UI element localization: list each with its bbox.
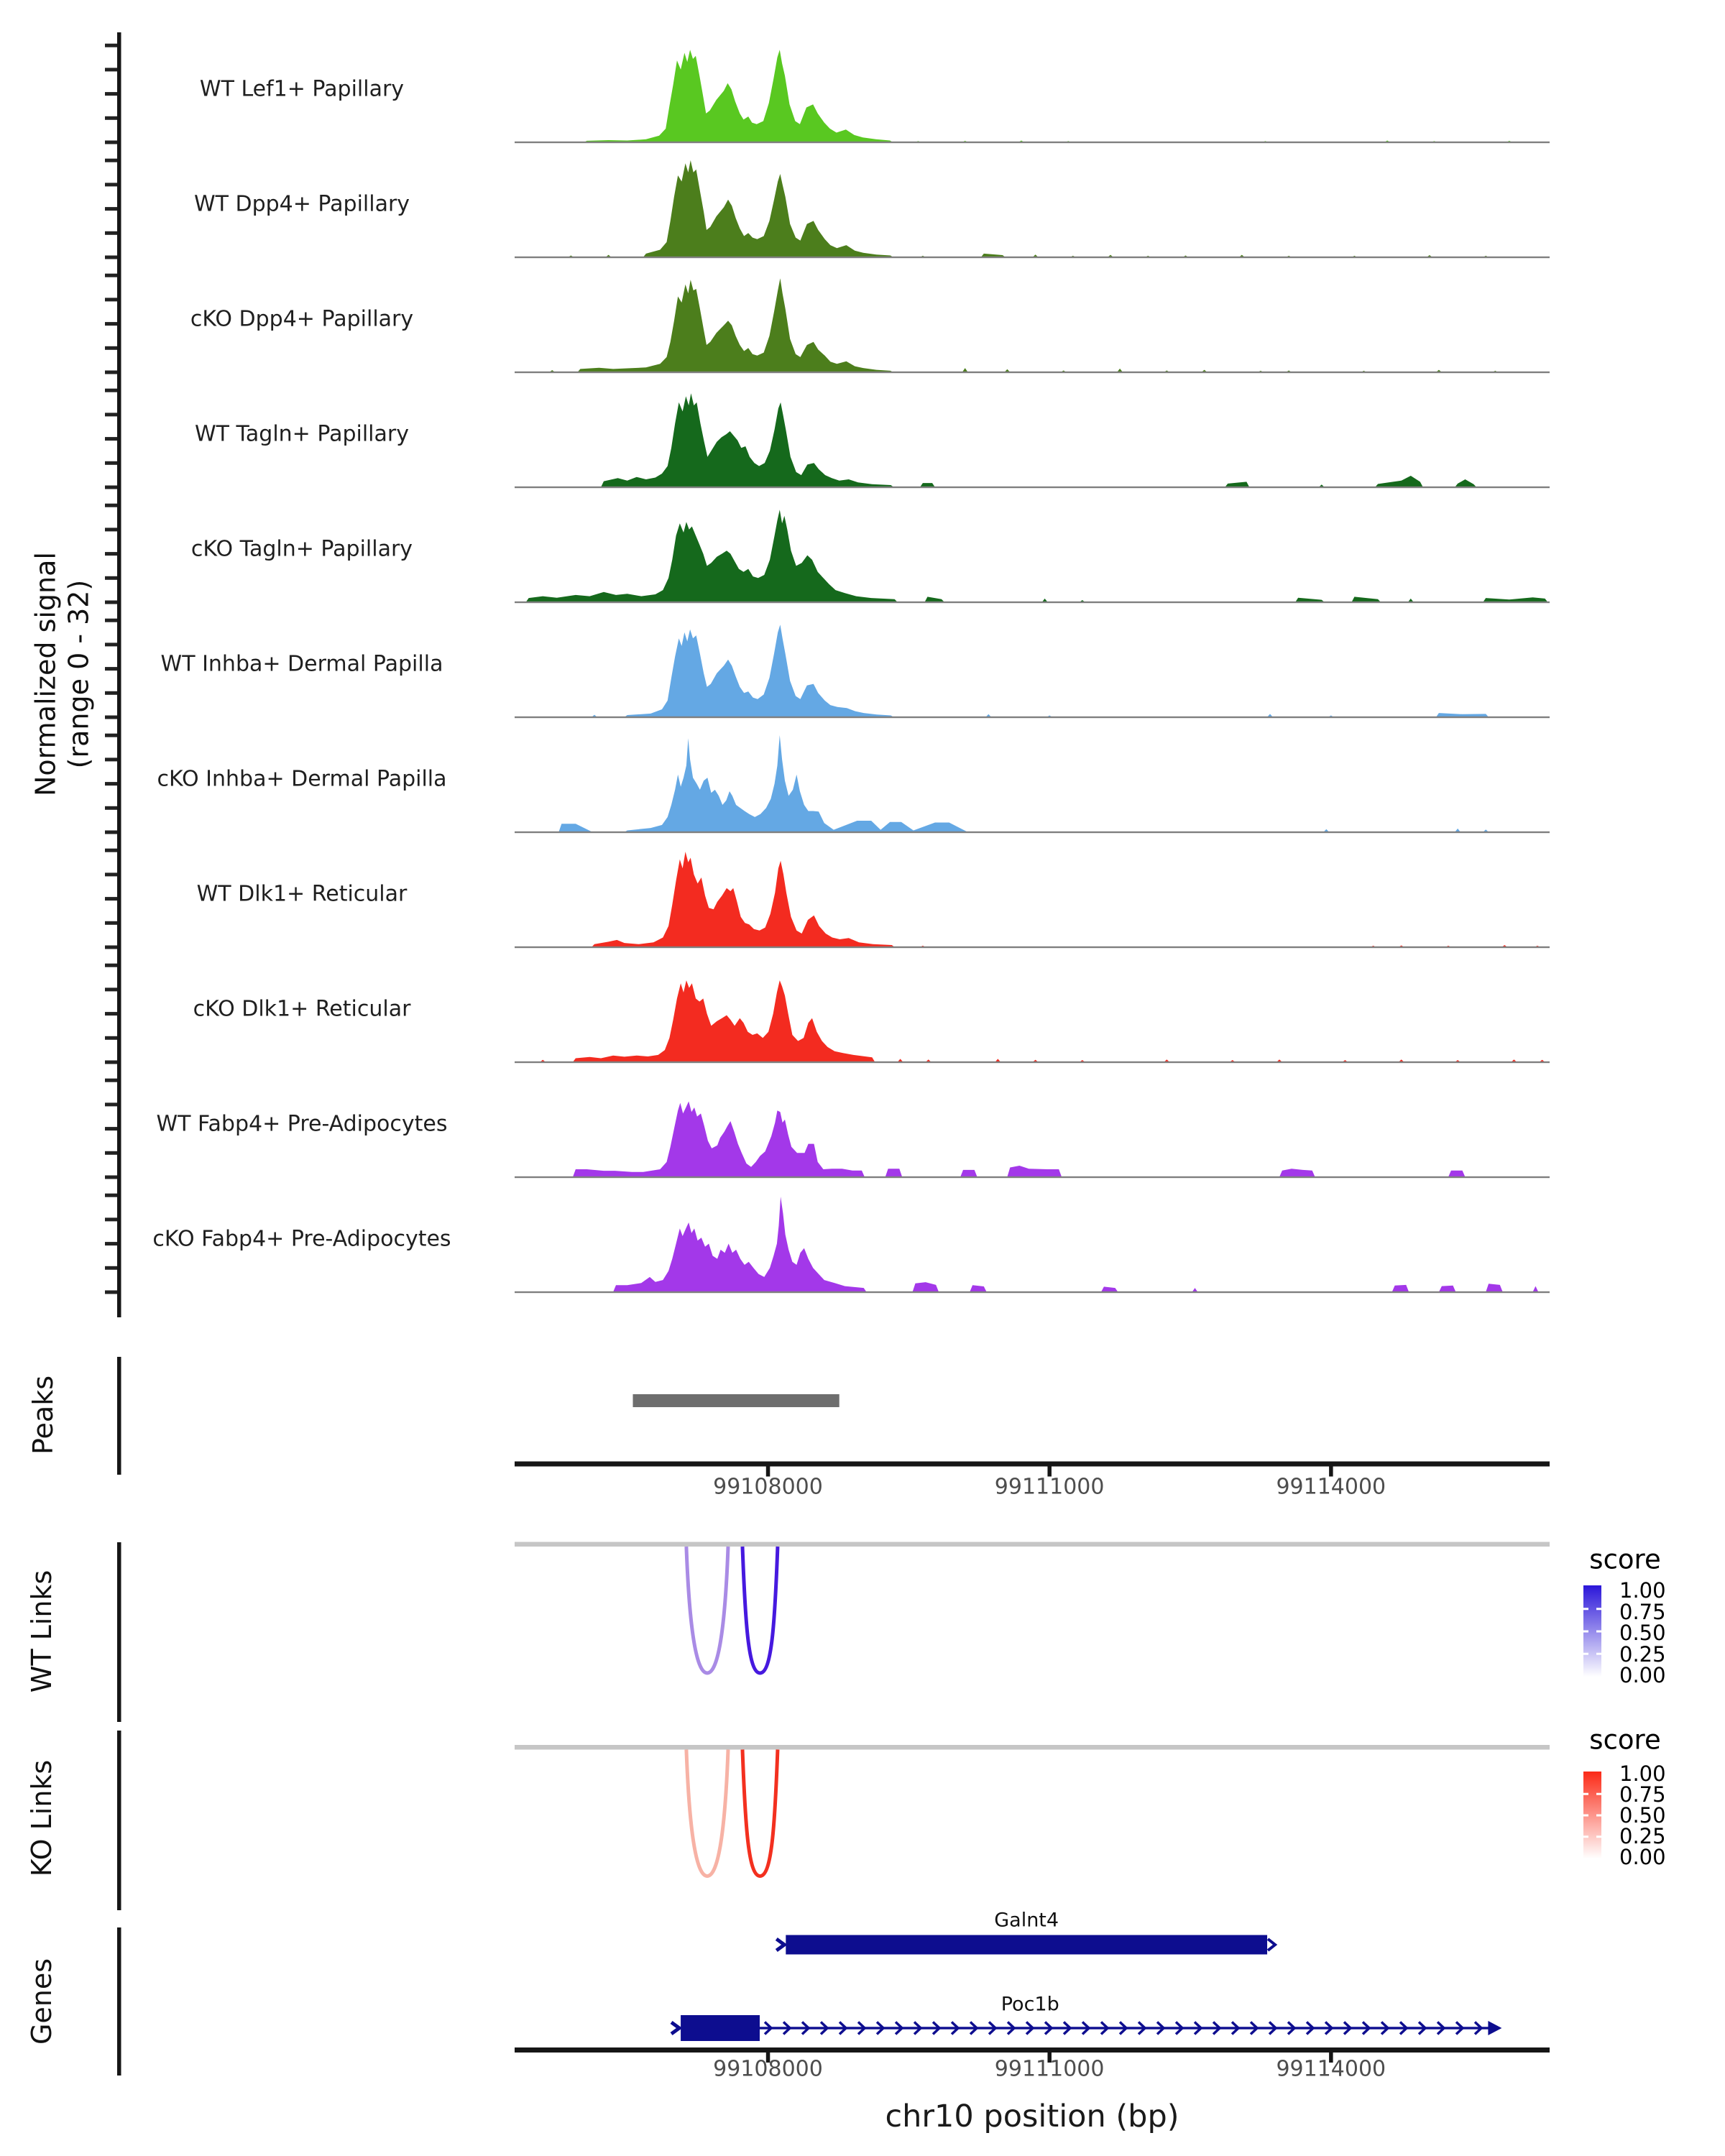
y-axis-tick [105,274,118,277]
x-axis-line [515,2047,1550,2053]
peak-bar [632,1394,839,1407]
y-axis-tick [105,987,118,991]
ko-links-section-label: KO Links [26,1759,58,1877]
legend-tick-mark [1583,1793,1588,1795]
legend-tick-mark [1583,1653,1588,1655]
y-axis-tick [105,389,118,392]
track-label: WT Fabp4+ Pre-Adipocytes [156,1111,448,1137]
legend-tick-mark [1596,1835,1601,1838]
y-axis-tick [105,504,118,507]
y-axis-tick [105,298,118,301]
legend-tick-mark [1583,1815,1588,1817]
coverage-baseline [515,1176,1550,1178]
track-label: cKO Dlk1+ Reticular [193,996,411,1022]
legend-tick-label: 1.00 [1619,1578,1666,1603]
gene-body [786,1935,1267,1955]
y-axis-tick [105,552,118,556]
y-axis-tick [105,346,118,350]
peaks-axis-line [117,1357,121,1475]
link-arc [686,1547,728,1673]
track-label: cKO Tagln+ Papillary [190,536,413,562]
legend-tick-mark [1596,1631,1601,1633]
genes-axis-line [117,1927,121,2076]
y-axis-label [29,552,96,796]
legend-tick-label: 0.75 [1619,1599,1666,1624]
coverage-track-area [584,50,1512,142]
y-axis-tick [105,183,118,186]
legend-tick-mark [1596,1653,1601,1655]
legend-tick-mark [1583,1608,1588,1610]
y-axis-tick [105,68,118,71]
y-axis-label-line1: Normalized signal [29,552,62,796]
y-axis-tick [105,849,118,852]
y-axis-tick [105,831,118,834]
ko-links-axis-line [117,1731,121,1910]
y-axis-tick [105,1102,118,1106]
x-axis-line [515,1462,1550,1467]
y-axis-tick [105,691,118,695]
track-label: cKO Inhba+ Dermal Papilla [157,766,447,792]
y-axis-tick [105,413,118,416]
y-axis-tick [105,44,118,47]
coverage-track-area [573,1102,1466,1178]
coverage-track-area [549,278,1498,372]
wt-links-axis-line [117,1542,121,1722]
y-axis-tick [105,946,118,949]
x-axis-tick-label: 99108000 [713,2056,823,2082]
y-axis-tick [105,734,118,737]
y-axis-tick [105,1079,118,1082]
x-axis-tick-label: 99111000 [994,2056,1105,2082]
y-axis-tick [105,1012,118,1015]
track-label: WT Dlk1+ Reticular [196,881,408,907]
legend-tick-mark [1596,1793,1601,1795]
wt-links-legend-title: score [1589,1544,1661,1575]
y-axis-tick [105,642,118,646]
y-axis-tick [105,1036,118,1040]
coverage-baseline [515,946,1550,948]
coverage-baseline [515,831,1550,833]
legend-tick-label: 0.50 [1619,1621,1666,1645]
y-axis-tick [105,1242,118,1245]
y-axis-tick [105,806,118,810]
y-axis-tick [105,921,118,925]
genes-section-label: Genes [26,1958,58,2045]
y-axis-tick [105,667,118,671]
coverage-track-area [526,510,1548,602]
y-axis-tick [105,231,118,235]
coverage-baseline [515,487,1550,488]
track-label: WT Inhba+ Dermal Papilla [160,651,443,677]
gene-label: Galnt4 [994,1909,1059,1932]
coverage-track-area [540,980,1545,1062]
links-top-line [515,1542,1550,1547]
track-label: WT Tagln+ Papillary [195,421,409,447]
x-axis-tick-label: 99114000 [1276,1474,1386,1500]
x-axis-title: chr10 position (bp) [885,2099,1179,2134]
coverage-baseline [515,142,1550,143]
y-axis-tick [105,486,118,489]
coverage-baseline [515,602,1550,603]
x-axis-tick-label: 99111000 [994,1474,1105,1500]
legend-tick-label: 0.25 [1619,1641,1666,1667]
y-axis-tick [105,1061,118,1064]
track-label: WT Lef1+ Papillary [199,76,405,102]
coverage-track-area [592,852,1540,947]
y-axis-tick [105,528,118,531]
legend-tick-mark [1583,1835,1588,1838]
legend-tick-label: 0.25 [1619,1824,1666,1848]
coverage-baseline [515,1061,1550,1063]
gene-body [681,2015,760,2041]
legend-tick-label: 0.00 [1619,1663,1666,1687]
peaks-section-label: Peaks [27,1375,59,1455]
link-arc [742,1547,778,1673]
y-axis-tick [105,1217,118,1221]
wt-links-section-label: WT Links [26,1570,58,1693]
y-axis-line [117,32,121,1317]
y-axis-tick [105,322,118,326]
legend-tick-mark [1596,1608,1601,1610]
y-axis-tick [105,437,118,441]
y-axis-tick [105,576,118,580]
y-axis-tick [105,371,118,374]
gene-end-arrowhead [1488,2021,1501,2035]
legend-tick-label: 1.00 [1619,1761,1666,1786]
gene-strand-arrow [1268,1939,1275,1950]
gene-strand-arrow [671,2022,679,2034]
y-axis-tick [105,872,118,876]
coverage-baseline [515,257,1550,258]
link-arc [742,1750,778,1876]
y-axis-tick [105,256,118,259]
gene-strand-arrow [776,1939,784,1950]
y-axis-tick [105,716,118,719]
coverage-track-area [558,735,1489,832]
legend-tick-label: 0.50 [1619,1803,1666,1828]
y-axis-tick [105,207,118,211]
coverage-baseline [515,1291,1550,1293]
y-axis-tick [105,1194,118,1197]
y-axis-tick [105,1291,118,1294]
y-axis-tick [105,159,118,162]
y-axis-tick [105,1266,118,1270]
y-axis-tick [105,757,118,761]
y-axis-tick [105,1127,118,1130]
legend-tick-mark [1596,1815,1601,1817]
links-top-line [515,1745,1550,1750]
legend-tick-mark [1583,1631,1588,1633]
coverage-track-area [601,393,1476,487]
x-axis-tick-label: 99114000 [1276,2056,1386,2082]
y-axis-tick [105,897,118,900]
track-label: cKO Fabp4+ Pre-Adipocytes [152,1226,451,1252]
coverage-track-area [613,1197,1538,1292]
y-axis-tick [105,116,118,120]
coverage-track-area [568,160,1489,257]
ko-links-legend-title: score [1589,1724,1661,1756]
legend-tick-label: 0.00 [1619,1845,1666,1869]
y-axis-tick [105,1151,118,1155]
coverage-track-area [592,625,1489,717]
coverage-baseline [515,717,1550,718]
y-axis-tick [105,619,118,622]
y-axis-tick [105,1176,118,1179]
y-axis-tick [105,601,118,604]
gene-label: Poc1b [1000,1993,1059,2016]
track-label: WT Dpp4+ Papillary [193,191,410,217]
y-axis-tick [105,964,118,967]
link-arc [686,1750,728,1876]
track-label: cKO Dpp4+ Papillary [190,306,414,332]
coverage-baseline [515,372,1550,373]
y-axis-tick [105,92,118,96]
y-axis-label-line2: (range 0 - 32) [63,579,95,769]
y-axis-tick [105,141,118,144]
y-axis-tick [105,461,118,465]
legend-tick-label: 0.75 [1619,1782,1666,1807]
y-axis-tick [105,782,118,786]
x-axis-tick-label: 99108000 [713,1474,823,1500]
